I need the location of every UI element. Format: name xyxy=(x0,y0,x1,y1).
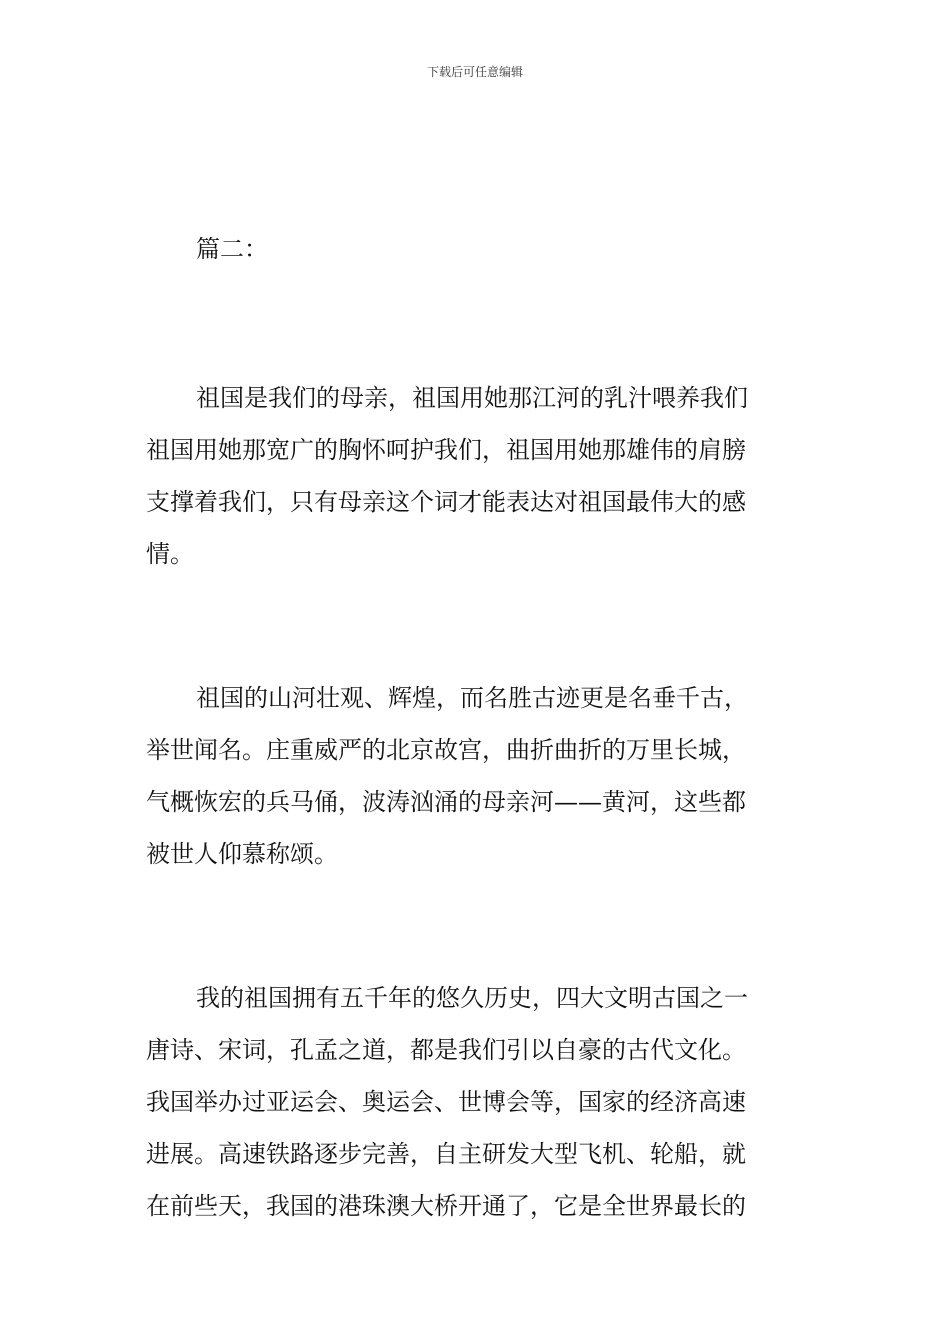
paragraph-line: 祖国用她那宽广的胸怀呵护我们，祖国用她那雄伟的肩膀 xyxy=(146,436,746,464)
paragraph-2 xyxy=(146,680,806,888)
paragraph-1 xyxy=(146,380,806,588)
paragraph-line: 我国举办过亚运会、奥运会、世博会等，国家的经济高速 xyxy=(146,1088,746,1116)
paragraph-line: 被世人仰慕称颂。 xyxy=(146,840,338,868)
paragraph-3 xyxy=(146,980,806,1240)
paragraph-line: 支撑着我们，只有母亲这个词才能表达对祖国最伟大的感 xyxy=(146,488,746,516)
paragraph-line: 在前些天，我国的港珠澳大桥开通了，它是全世界最长的 xyxy=(146,1192,746,1220)
paragraph-line: 气概恢宏的兵马俑，波涛汹涌的母亲河——黄河，这些都 xyxy=(146,788,746,816)
paragraph-line: 举世闻名。庄重威严的北京故宫，曲折曲折的万里长城， xyxy=(146,736,746,764)
section-title: 篇二： xyxy=(196,235,268,263)
paragraph-line: 祖国是我们的母亲，祖国用她那江河的乳汁喂养我们 xyxy=(196,384,748,412)
paragraph-line: 祖国的山河壮观、辉煌，而名胜古迹更是名垂千古， xyxy=(196,684,748,712)
paragraph-line: 我的祖国拥有五千年的悠久历史，四大文明古国之一 xyxy=(196,984,748,1012)
paragraph-line: 唐诗、宋词，孔孟之道，都是我们引以自豪的古代文化。 xyxy=(146,1036,746,1064)
paragraph-line: 情。 xyxy=(146,540,194,568)
paragraph-line: 进展。高速铁路逐步完善，自主研发大型飞机、轮船，就 xyxy=(146,1140,746,1168)
page-header: 下载后可任意编辑 xyxy=(426,65,523,79)
